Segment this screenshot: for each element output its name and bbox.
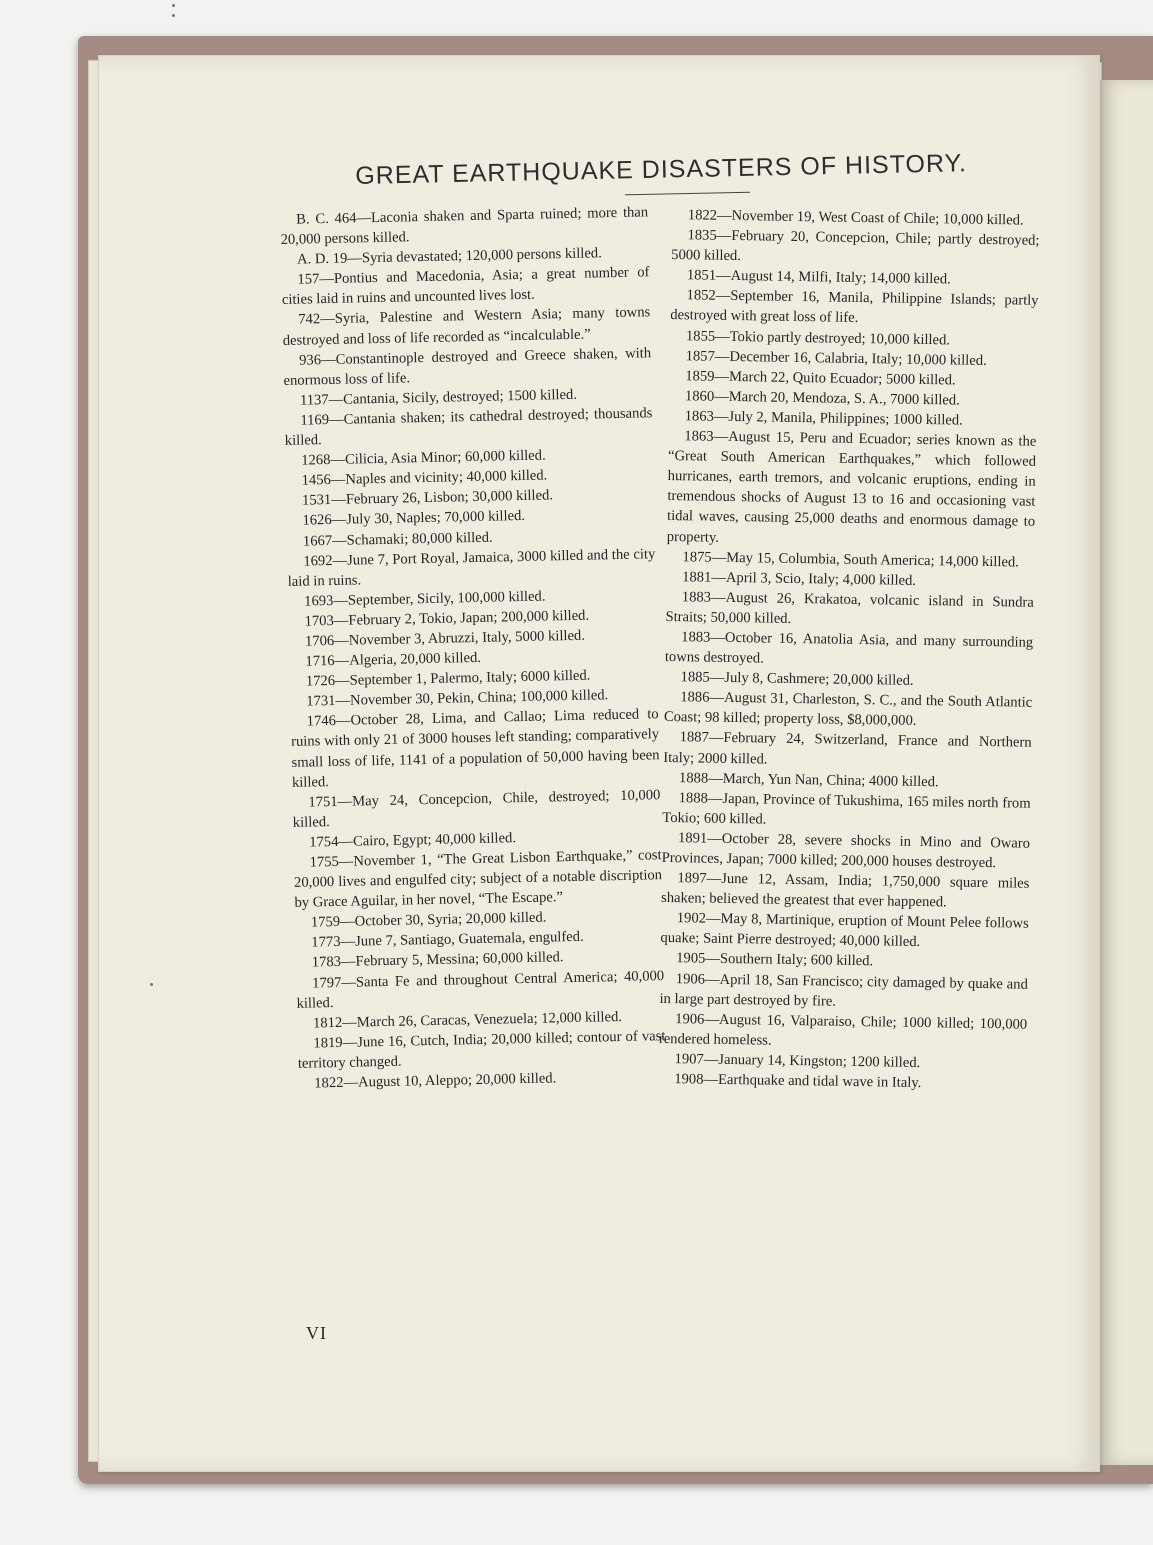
entry-paragraph: 1881—April 3, Scio, Italy; 4,000 killed.	[682, 568, 917, 589]
entry-paragraph: 1902—May 8, Martinique, eruption of Mount Pelee follows quake; Saint Pierre destroyed; 40,000 killed.	[660, 910, 1029, 951]
entry-paragraph: 1137—Cantania, Sicily, destroyed; 1500 killed.	[299, 386, 578, 409]
speck	[172, 4, 175, 7]
entry-paragraph: 1883—August 26, Krakatoa, volcanic island in Sundra Straits; 50,000 killed.	[665, 588, 1034, 627]
entry-paragraph: 1888—Japan, Province of Tukushima, 165 miles north from Tokio; 600 killed.	[662, 789, 1031, 828]
entry-paragraph: 1886—August 31, Charleston, S. C., and the South Atlantic Coast; 98 killed; property loss, $8,000,000.	[663, 689, 1033, 730]
entry-paragraph: 1169—Cantania shaken; its cathedral destroyed; thousands killed.	[284, 405, 653, 449]
entry-paragraph: 1819—June 16, Cutch, India; 20,000 killed; contour of vast territory changed.	[297, 1027, 666, 1072]
entry-paragraph: 1692—June 7, Port Royal, Jamaica, 3000 killed and the city laid in ruins.	[287, 545, 656, 590]
entry-paragraph: 1626—July 30, Naples; 70,000 killed.	[302, 508, 526, 530]
entry-paragraph: 1851—August 14, Milfi, Italy; 14,000 killed.	[686, 267, 951, 288]
entry-paragraph: 1863—August 15, Peru and Ecuador; series known as the “Great South American Earthquakes,” which followed hurricanes, earth tremors, and volcanic eruptions, ending in tremendous shocks of August 13 to 16 and occasioning vast tidal waves, causing 25,000 deaths and enormous damage to property.	[666, 428, 1037, 546]
entry-paragraph: 1759—October 30, Syria; 20,000 killed.	[310, 909, 547, 931]
entry-paragraph: 1855—Tokio partly destroyed; 10,000 killed.	[685, 327, 951, 348]
entry-paragraph: 1883—October 16, Anatolia Asia, and many surrounding towns destroyed.	[664, 629, 1034, 667]
entry-paragraph: 1906—April 18, San Francisco; city damaged by quake and in large part destroyed by fire.	[659, 970, 1028, 1010]
entry-paragraph: 742—Syria, Palestine and Western Asia; many towns destroyed and loss of life recorded as “incalculable.”	[282, 304, 651, 349]
entry-paragraph: 1812—March 26, Caracas, Venezuela; 12,000 killed.	[312, 1008, 623, 1032]
entry-paragraph: 1852—September 16, Manila, Philippine Islands; partly destroyed with great loss of life.	[670, 287, 1039, 327]
entry-paragraph: 1822—August 10, Aleppo; 20,000 killed.	[314, 1070, 557, 1092]
entry-paragraph: 1731—November 30, Pekin, China; 100,000 killed.	[306, 687, 609, 710]
entry-paragraph: 1835—February 20, Concepcion, Chile; partly destroyed; 5000 killed.	[671, 227, 1040, 265]
entry-paragraph: 1531—February 26, Lisbon; 30,000 killed.	[301, 487, 554, 509]
entry-paragraph: 1693—September, Sicily, 100,000 killed.	[304, 588, 546, 610]
entry-paragraph: 1860—March 20, Mendoza, S. A., 7000 killed.	[684, 388, 960, 409]
entry-paragraph: 1667—Schamaki; 80,000 killed.	[302, 529, 493, 550]
entry-paragraph: 1783—February 5, Messina; 60,000 killed.	[311, 949, 564, 971]
entry-paragraph: 1746—October 28, Lima, and Callao; Lima reduced to ruins with only 21 of 3000 houses left standing; comparatively small loss of life, 1141 of a population of 50,000 having been killed.	[290, 706, 660, 791]
entry-paragraph: 1907—January 14, Kingston; 1200 killed.	[674, 1051, 921, 1071]
page-folio: VI	[306, 1323, 327, 1343]
entry-paragraph: 1885—July 8, Cashmere; 20,000 killed.	[680, 669, 914, 690]
entry-paragraph: 1875—May 15, Columbia, South America; 14,000 killed.	[682, 548, 1020, 571]
entry-paragraph: 1863—July 2, Manila, Philippines; 1000 killed.	[684, 408, 963, 429]
entry-paragraph: 1751—May 24, Concepcion, Chile, destroyed; 10,000 killed.	[292, 786, 661, 831]
entry-paragraph: 1706—November 3, Abruzzi, Italy, 5000 killed.	[304, 627, 586, 650]
entry-paragraph: 1897—June 12, Assam, India; 1,750,000 square miles shaken; believed the greatest that ever happened.	[660, 870, 1030, 911]
entry-paragraph: 1754—Cairo, Egypt; 40,000 killed.	[309, 830, 517, 851]
entry-paragraph: 1859—March 22, Quito Ecuador; 5000 killed.	[685, 367, 956, 389]
entry-paragraph: 1905—Southern Italy; 600 killed.	[676, 950, 874, 970]
entry-paragraph: 1755—November 1, “The Great Lisbon Earthquake,” cost 20,000 lives and engulfed city; subject of a notable discription by Grace Aguilar, in her novel, “The Escape.”	[293, 847, 663, 912]
entry-paragraph: 157—Pontius and Macedonia, Asia; a great number of cities laid in ruins and uncounted lives lost.	[281, 264, 650, 309]
entry-paragraph: 1773—June 7, Santiago, Guatemala, engulfed.	[311, 929, 584, 951]
right-column	[658, 205, 1040, 1095]
entry-paragraph: 1797—Santa Fe and throughout Central America; 40,000 killed.	[296, 967, 665, 1012]
entry-paragraph: 1822—November 19, West Coast of Chile; 10,000 killed.	[687, 207, 1024, 229]
entry-paragraph: 1888—March, Yun Nan, China; 4000 killed.	[678, 769, 939, 790]
entry-paragraph: 1703—February 2, Tokio, Japan; 200,000 killed.	[304, 607, 590, 630]
entry-paragraph: 1268—Cilicia, Asia Minor; 60,000 killed.	[301, 447, 546, 469]
speck	[150, 983, 153, 986]
entry-paragraph: 1726—September 1, Palermo, Italy; 6000 killed.	[305, 667, 591, 690]
entry-paragraph: 936—Constantinople destroyed and Greece shaken, with enormous loss of life.	[283, 344, 652, 389]
entry-paragraph: A. D. 19—Syria devastated; 120,000 persons killed.	[296, 245, 602, 268]
facing-page	[1098, 80, 1153, 1465]
entry-paragraph: 1456—Naples and vicinity; 40,000 killed.	[301, 467, 548, 489]
left-column	[280, 202, 666, 1094]
entry-paragraph: B. C. 464—Laconia shaken and Sparta ruined; more than 20,000 persons killed.	[280, 204, 649, 249]
entry-paragraph: 1857—December 16, Calabria, Italy; 10,000 killed.	[685, 347, 987, 369]
entry-paragraph: 1908—Earthquake and tidal wave in Italy.	[674, 1071, 922, 1092]
entry-paragraph: 1891—October 28, severe shocks in Mino and Owaro Provinces, Japan; 7000 killed; 200,000 houses destroyed.	[661, 830, 1031, 872]
speck	[172, 14, 175, 17]
entry-paragraph: 1716—Algeria, 20,000 killed.	[305, 649, 482, 670]
entry-paragraph: 1887—February 24, Switzerland, France and Northern Italy; 2000 killed.	[663, 729, 1032, 768]
entry-paragraph: 1906—August 16, Valparaiso, Chile; 1000 killed; 100,000 rendered homeless.	[658, 1010, 1028, 1049]
page-title: GREAT EARTHQUAKE DISASTERS OF HISTORY.	[355, 149, 968, 190]
